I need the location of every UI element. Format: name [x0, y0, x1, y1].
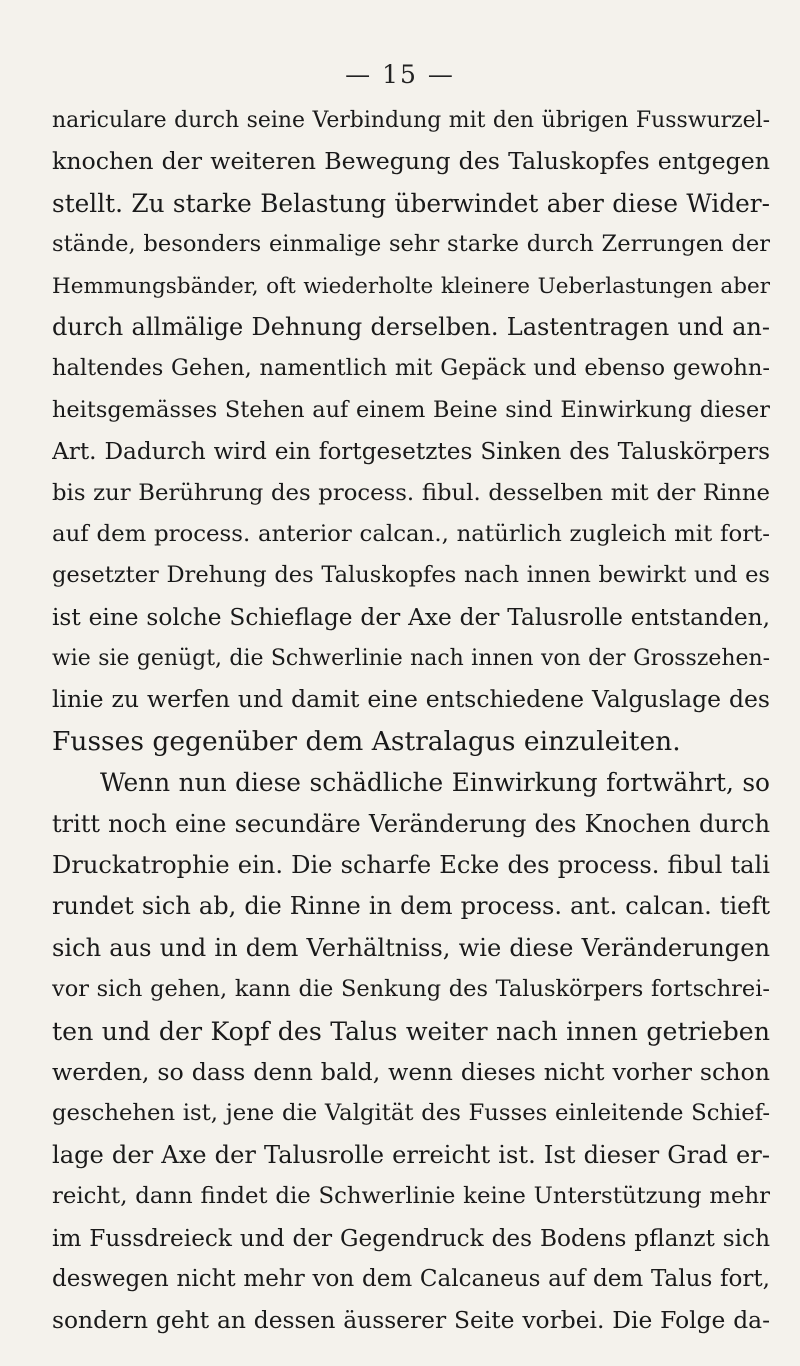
text-line: geschehen ist, jene die Valgität des Fusses einleitende Schief- — [52, 1100, 770, 1127]
text-line-paragraph-end: Fusses gegenüber dem Astralagus einzuleiten. — [52, 725, 681, 757]
page-number: — 15 — — [345, 60, 455, 89]
text-line: vor sich gehen, kann die Senkung des Taluskörpers fortschrei- — [52, 976, 770, 1003]
text-line: wie sie genügt, die Schwerlinie nach innen von der Grosszehen- — [52, 646, 770, 672]
text-line: Art. Dadurch wird ein fortgesetztes Sinken des Taluskörpers — [52, 438, 770, 466]
text-line: sich aus und in dem Verhältniss, wie diese Veränderungen — [52, 933, 770, 962]
text-line: stellt. Zu starke Belastung überwindet aber diese Wider- — [52, 188, 770, 218]
text-line: im Fussdreieck und der Gegendruck des Bodens pflanzt sich — [52, 1224, 770, 1252]
text-line: bis zur Berührung des process. fibul. desselben mit der Rinne — [52, 479, 770, 506]
text-line: linie zu werfen und damit eine entschiedene Valguslage des — [52, 685, 770, 714]
text-line: haltendes Gehen, namentlich mit Gepäck und ebenso gewohn- — [52, 355, 770, 382]
text-line: Druckatrophie ein. Die scharfe Ecke des process. fibul tali — [52, 851, 770, 880]
text-line: stände, besonders einmalige sehr starke durch Zerrungen der — [52, 231, 770, 258]
text-line: reicht, dann findet die Schwerlinie keine Unterstützung mehr — [52, 1183, 770, 1210]
text-line: auf dem process. anterior calcan., natürlich zugleich mit fort- — [52, 520, 770, 547]
text-line: nariculare durch seine Verbindung mit den übrigen Fusswurzel- — [52, 108, 770, 133]
text-line: rundet sich ab, die Rinne in dem process. ant. calcan. tieft — [52, 892, 770, 921]
text-line: deswegen nicht mehr von dem Calcaneus auf dem Talus fort, — [52, 1265, 770, 1292]
text-line: ten und der Kopf des Talus weiter nach innen getrieben — [52, 1016, 770, 1046]
text-line: werden, so dass denn bald, wenn dieses nicht vorher schon — [52, 1057, 770, 1086]
text-line: lage der Axe der Talusrolle erreicht ist. Ist dieser Grad er- — [52, 1140, 770, 1169]
text-line: knochen der weiteren Bewegung des Taluskopfes entgegen — [52, 147, 770, 176]
text-line: tritt noch eine secundäre Veränderung des Knochen durch — [52, 809, 770, 838]
text-line: ist eine solche Schieflage der Axe der Talusrolle entstanden, — [52, 603, 770, 631]
text-line: durch allmälige Dehnung derselben. Lastentragen und an- — [52, 312, 770, 341]
text-line: heitsgemässes Stehen auf einem Beine sind Einwirkung dieser — [52, 396, 770, 423]
text-line: sondern geht an dessen äusserer Seite vorbei. Die Folge da- — [52, 1306, 770, 1335]
text-line: Hemmungsbänder, oft wiederholte kleinere Ueberlastungen aber — [52, 273, 770, 299]
body-text — [52, 100, 770, 1342]
text-line-paragraph-start: Wenn nun diese schädliche Einwirkung fortwährt, so — [100, 768, 770, 798]
text-line: gesetzter Drehung des Taluskopfes nach innen bewirkt und es — [52, 562, 770, 589]
